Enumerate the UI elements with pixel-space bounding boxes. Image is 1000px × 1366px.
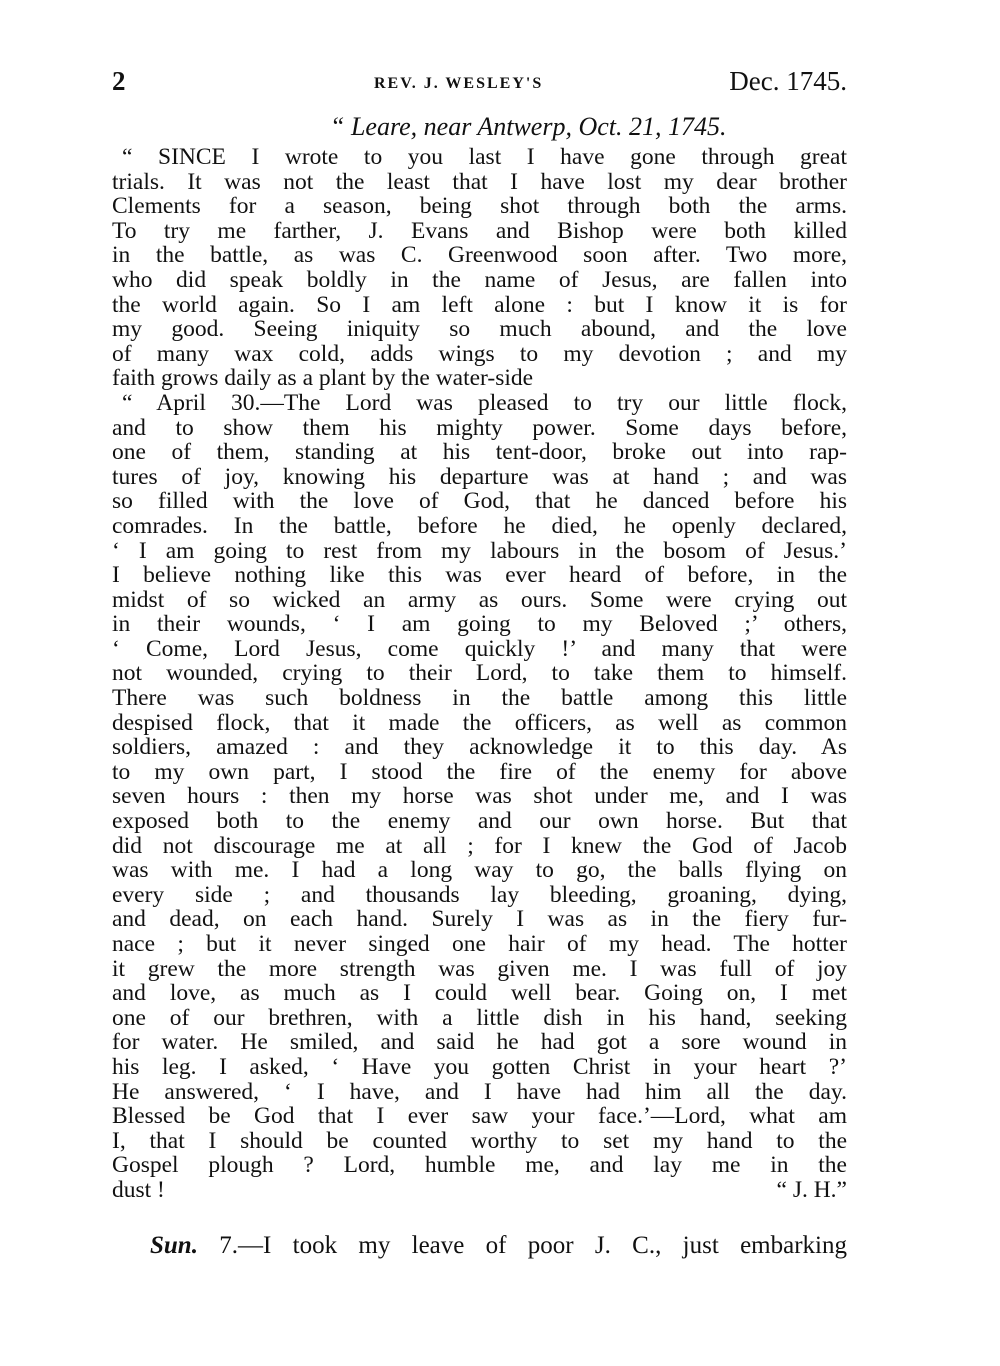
text-line: Gospel plough ? Lord, humble me, and lay me in the — [112, 1152, 847, 1179]
text-line: did not discourage me at all ; for I knew the God of Jacob — [112, 832, 847, 859]
text-line: every side ; and thousands lay bleeding, groaning, dying, — [112, 881, 847, 908]
text-line: it grew the more strength was given me. I was full of joy — [112, 955, 847, 982]
entry-day: Sun. — [150, 1232, 198, 1259]
text-line: I, that I should be counted worthy to set my hand to the — [112, 1127, 847, 1154]
text-line: He answered, ‘ I have, and I have had him all the day. — [112, 1078, 847, 1105]
letter-dateline: “ Leare, near Antwerp, Oct. 21, 1745. — [330, 112, 727, 141]
text-line: my good. Seeing iniquity so much abound, and the love — [112, 316, 847, 343]
text-line: of many wax cold, adds wings to my devotion ; and my — [112, 340, 847, 367]
text-line: his leg. I asked, ‘ Have you gotten Christ in your heart ?’ — [112, 1053, 847, 1080]
text-line: and to show them his mighty power. Some days before, — [112, 414, 847, 441]
text-line: Blessed be God that I ever saw your face.’—Lord, what am — [112, 1103, 847, 1130]
entry-text: 7.—I took my leave of poor J. C., just embarking — [197, 1232, 847, 1259]
text-line: despised flock, that it made the officers, as well as common — [112, 709, 847, 736]
text-line: in their wounds, ‘ I am going to my Beloved ;’ others, — [112, 611, 847, 638]
text-line: ‘ Come, Lord Jesus, come quickly !’ and many that were — [112, 635, 847, 662]
text-line: not wounded, crying to their Lord, to take them to himself. — [112, 660, 847, 687]
text-line: “ SINCE I wrote to you last I have gone through great — [122, 144, 847, 170]
text-line: and dead, on each hand. Surely I was as in the fiery fur- — [112, 906, 847, 933]
closing-text: dust ! — [112, 1176, 165, 1203]
text-line: so filled with the love of God, that he danced before his — [112, 488, 847, 515]
text-line: in the battle, as was C. Greenwood soon after. Two more, — [112, 242, 847, 269]
running-head — [112, 66, 847, 100]
text-line: nace ; but it never singed one hair of my head. The hotter — [112, 931, 847, 957]
text-line: for water. He smiled, and said he had got a sore wound in — [112, 1029, 847, 1056]
text-line: who did speak boldly in the name of Jesus, are fallen into — [112, 266, 847, 293]
text-line: was with me. I had a long way to go, the balls flying on — [112, 857, 847, 884]
signature: “ J. H.” — [776, 1176, 847, 1203]
journal-entry — [150, 1232, 847, 1260]
text-line: I believe nothing like this was ever heard of before, in the — [112, 562, 847, 589]
text-line: midst of so wicked an army as ours. Some were crying out — [112, 586, 847, 613]
text-line: the world again. So I am left alone : but I know it is for — [112, 291, 847, 318]
text-line: tures of joy, knowing his departure was at hand ; and was — [112, 463, 847, 490]
text-line: to my own part, I stood the fire of the enemy for above — [112, 758, 847, 785]
text-line: There was such boldness in the battle among this little — [112, 685, 847, 712]
text-line: To try me farther, J. Evans and Bishop were both killed — [112, 217, 847, 244]
text-line: and love, as much as I could well bear. Going on, I met — [112, 980, 847, 1007]
text-line: seven hours : then my horse was shot under me, and I was — [112, 783, 847, 810]
closing-line — [112, 1178, 847, 1203]
text-line: “ April 30.—The Lord was pleased to try our little flock, — [122, 389, 847, 416]
text-line: faith grows daily as a plant by the water-side — [112, 365, 534, 392]
text-line: Clements for a season, being shot through both the arms. — [112, 193, 847, 220]
text-line: one of them, standing at his tent-door, broke out into rap- — [112, 439, 847, 466]
text-line: trials. It was not the least that I have lost my dear brother — [112, 168, 847, 195]
running-date: Dec. 1745. — [729, 66, 847, 96]
running-title: REV. J. WESLEY'S — [374, 75, 544, 92]
text-line: soldiers, amazed : and they acknowledge it to this day. As — [112, 734, 847, 761]
page-number: 2 — [112, 66, 126, 96]
text-line: comrades. In the battle, before he died, he openly declared, — [112, 512, 847, 539]
letter-body — [112, 145, 847, 1203]
text-line: one of our brethren, with a little dish in his hand, seeking — [112, 1004, 847, 1031]
text-line: ‘ I am going to rest from my labours in the bosom of Jesus.’ — [112, 537, 847, 564]
text-line: exposed both to the enemy and our own horse. But that — [112, 808, 847, 835]
